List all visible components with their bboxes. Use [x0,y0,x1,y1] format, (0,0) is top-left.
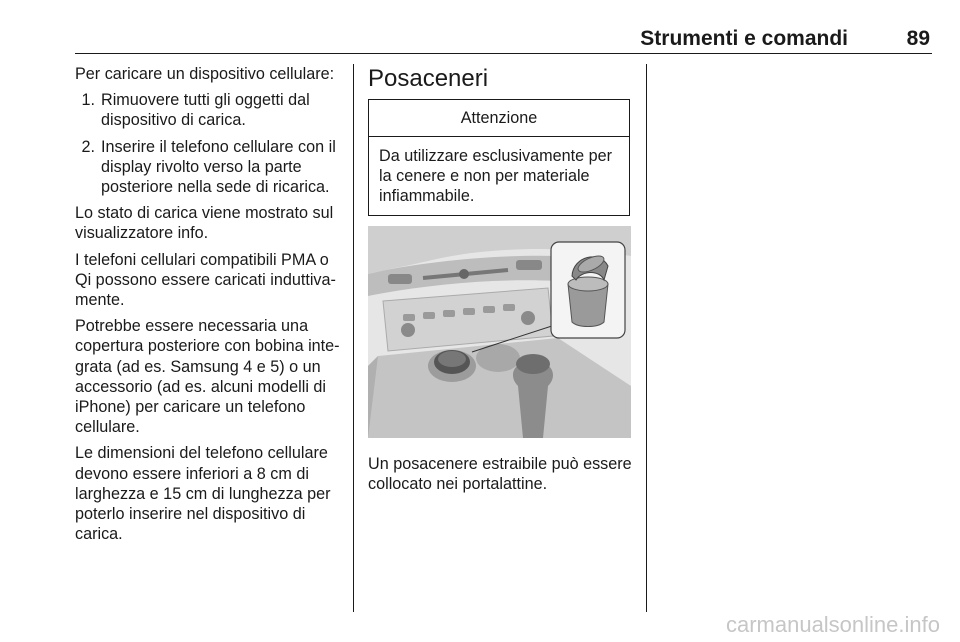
step-number: 2. [81,137,95,156]
paragraph: Le dimensioni del telefono cellulare devono essere inferiori a 8 cm di larghezza e 15 cm di lunghezza per poterlo inserire nel dispositivo di carica. [75,444,331,544]
list-item [75,137,340,198]
column-divider-right [646,64,647,612]
step-list [75,90,340,197]
figure-caption: Un posacenere estraibile può essere collocato nei portalattine. [368,454,632,493]
watermark: carmanualsonline.info [725,612,940,637]
page-number: 89 [906,27,930,50]
middle-column [368,64,633,494]
chapter-title: Strumenti e comandi [640,27,848,50]
list-item [75,90,340,130]
step-text: Inserire il telefono cellulare con il display rivolto verso la parte posteriore nella sede di ricarica. [101,137,336,197]
section-title: Posaceneri [368,65,489,92]
column-divider-left [353,64,354,612]
warning-box [368,99,630,216]
left-column [75,64,340,550]
paragraph: Lo stato di carica viene mostrato sul visualizzatore info. [75,204,334,243]
warning-heading: Attenzione [369,100,629,137]
console-drawing [368,226,631,438]
intro-paragraph: Per caricare un dispositivo cellulare: [75,65,335,83]
header-rule [75,53,932,54]
step-text: Rimuovere tutti gli oggetti dal dispositivo di carica. [101,91,310,130]
ashtray-illustration [368,226,631,438]
paragraph: Potrebbe essere necessaria una copertura posteriore con bobina inte-grata (ad es. Samsung 4 e 5) o un accessorio (ad es. alcuni modelli di iPhone) per caricare un telefono cellulare. [75,317,340,437]
step-number: 1. [81,91,95,110]
paragraph: I telefoni cellulari compatibili PMA o Qi possono essere caricati induttiva-mente. [75,250,336,310]
warning-text: Da utilizzare esclusivamente per la cenere e non per materiale infiammabile. [379,147,613,206]
